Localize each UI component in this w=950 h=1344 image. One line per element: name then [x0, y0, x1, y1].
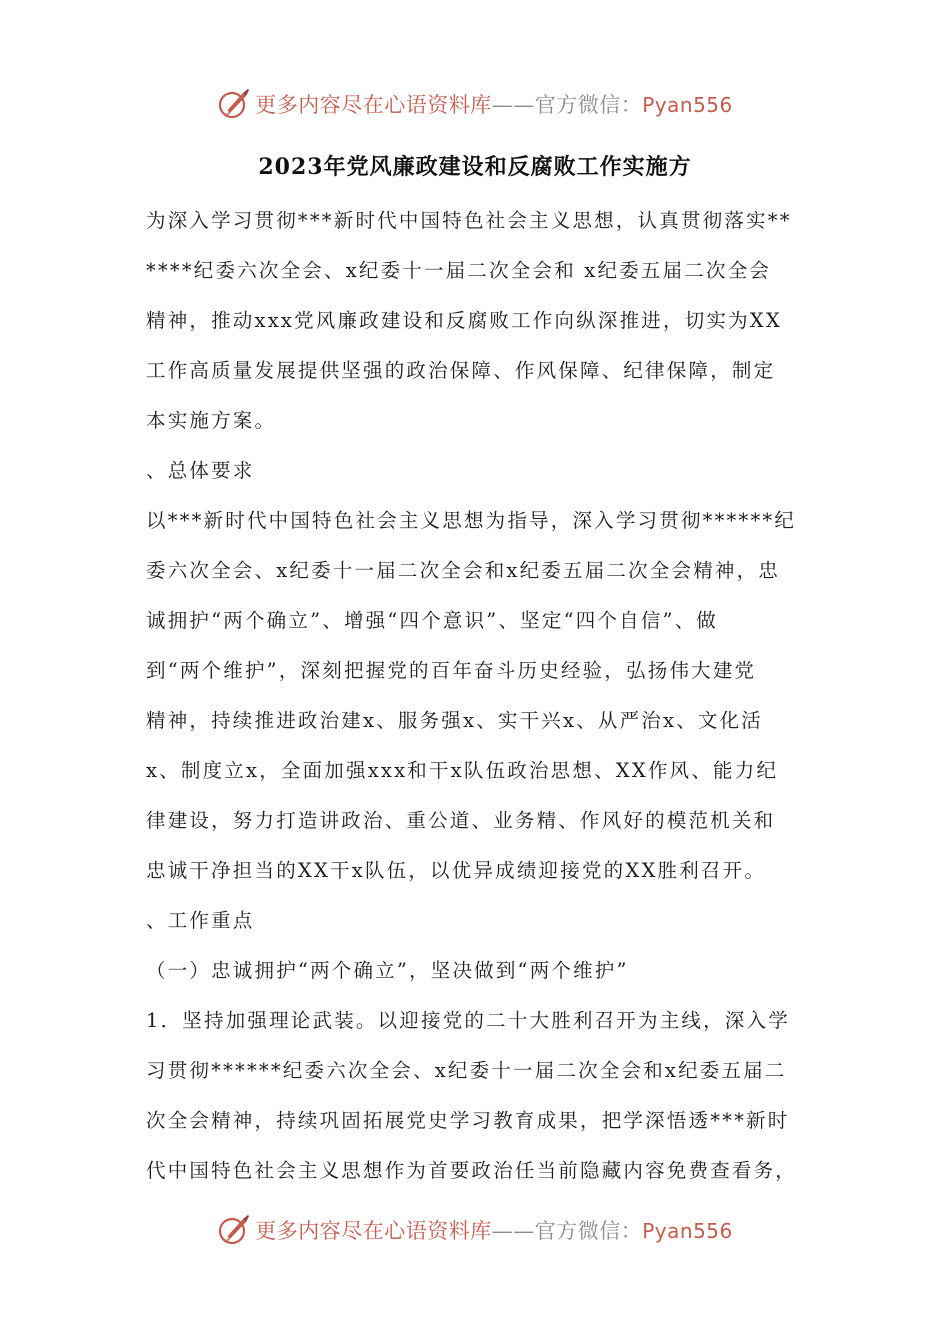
banner-separator: —— [491, 93, 535, 117]
body-line: ****纪委六次全会、x纪委十一届二次全会和 x纪委五届二次全会 [146, 259, 772, 282]
body-line: 次全会精神，持续巩固拓展党史学习教育成果，把学深悟透***新时 [146, 1109, 790, 1132]
bottom-watermark-banner [0, 1208, 950, 1252]
body-line: 精神，推动xxx党风廉政建设和反腐败工作向纵深推进，切实为XX [146, 309, 782, 332]
top-watermark-banner [0, 82, 950, 126]
body-line: 为深入学习贯彻***新时代中国特色社会主义思想，认真贯彻落实** [146, 209, 792, 232]
banner-handle: Pyan556 [642, 93, 733, 117]
subsection-heading: （一）忠诚拥护“两个确立”，坚决做到“两个维护” [146, 959, 629, 982]
body-line: x、制度立x，全面加强xxx和干x队伍政治思想、XX作风、能力纪 [146, 759, 779, 782]
banner-wechat-label: 官方微信： [534, 93, 643, 117]
body-line: 委六次全会、x纪委十一届二次全会和x纪委五届二次全会精神，忠 [146, 559, 780, 582]
body-line: 本实施方案。 [146, 409, 277, 432]
body-line: 忠诚干净担当的XX干x队伍，以优异成绩迎接党的XX胜利召开。 [146, 859, 767, 882]
body-line: 律建设，努力打造讲政治、重公道、业务精、作风好的模范机关和 [146, 809, 776, 832]
body-line: 到“两个维护”，深刻把握党的百年奋斗历史经验，弘扬伟大建党 [146, 659, 757, 682]
banner-main-text: 更多内容尽在心语资料库 [255, 93, 492, 117]
document-title: 2023年党风廉政建设和反腐败工作实施方 [258, 154, 692, 180]
section-heading-general-requirements: 、总体要求 [146, 459, 255, 482]
banner-text [255, 1215, 733, 1245]
body-line: 1．坚持加强理论武装。以迎接党的二十大胜利召开为主线，深入学 [146, 1009, 790, 1032]
quill-pen-logo-icon [217, 1213, 251, 1247]
banner-main-text: 更多内容尽在心语资料库 [255, 1219, 492, 1243]
banner-wechat-label: 官方微信： [534, 1219, 643, 1243]
body-line: 代中国特色社会主义思想作为首要政治任当前隐藏内容免费查看务， [146, 1159, 798, 1182]
banner-text [255, 89, 733, 119]
body-line: 诚拥护“两个确立”、增强“四个意识”、坚定“四个自信”、做 [146, 609, 719, 632]
document-body [146, 196, 814, 1196]
section-heading-work-focus: 、工作重点 [146, 909, 255, 932]
banner-separator: —— [491, 1219, 535, 1243]
quill-pen-logo-icon [217, 87, 251, 121]
body-line: 工作高质量发展提供坚强的政治保障、作风保障、纪律保障，制定 [146, 359, 776, 382]
body-line: 精神，持续推进政治建x、服务强x、实干兴x、从严治x、文化活 [146, 709, 763, 732]
body-line: 以***新时代中国特色社会主义思想为指导，深入学习贯彻******纪 [146, 509, 797, 532]
banner-handle: Pyan556 [642, 1219, 733, 1243]
body-line: 习贯彻******纪委六次全会、x纪委十一届二次全会和x纪委五届二 [146, 1059, 787, 1082]
